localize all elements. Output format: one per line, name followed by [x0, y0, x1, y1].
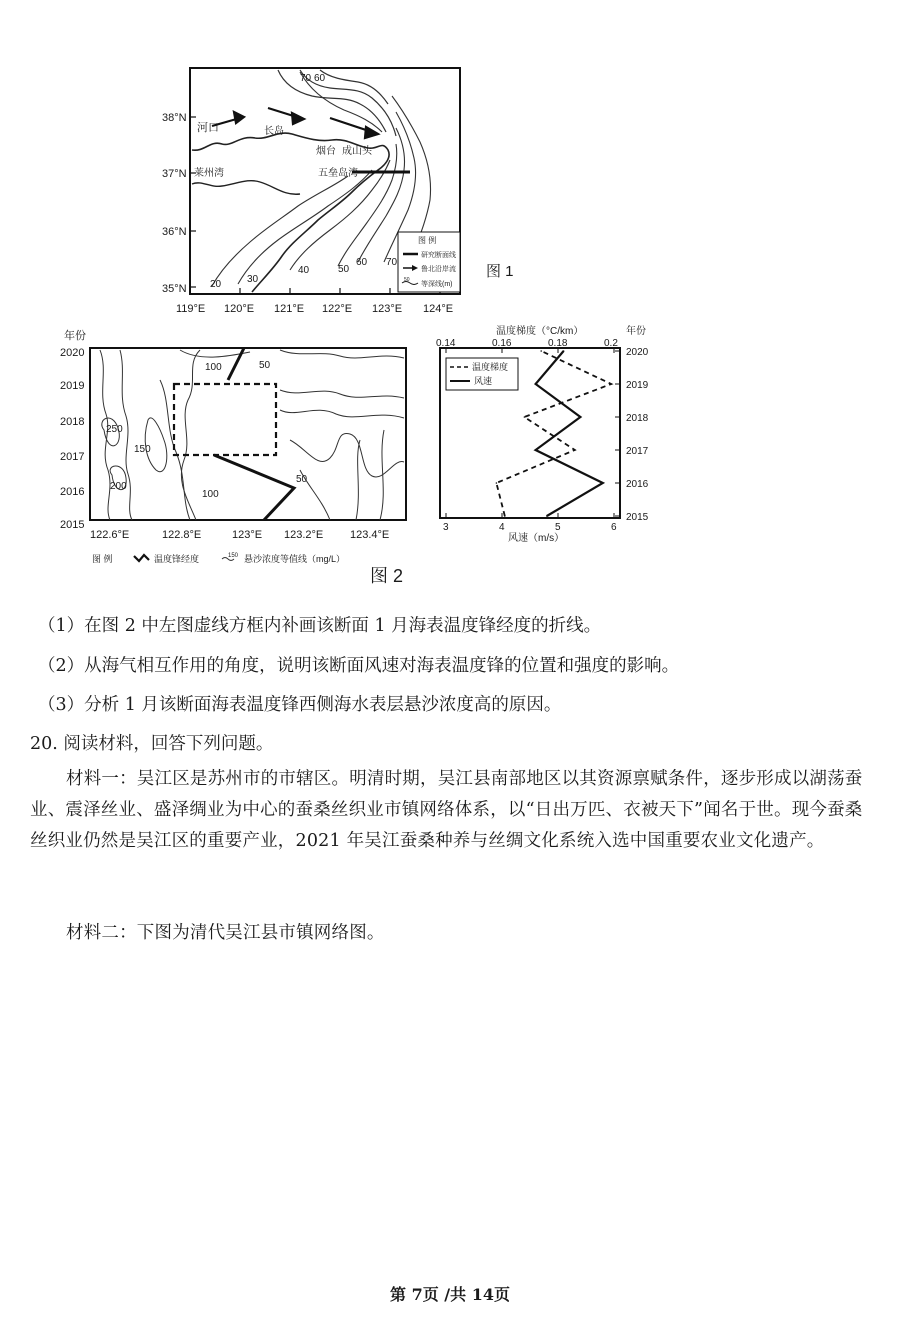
legend-front-longitude: 温度锋经度 [154, 554, 200, 564]
front-line-2019-2020 [228, 348, 244, 380]
right-year-label-1: 2019 [626, 380, 649, 391]
left-year-2017: 2017 [60, 451, 85, 463]
left-year-axis-label: 年份 [64, 330, 86, 342]
place-changdao: 长岛 [264, 126, 284, 137]
wind-point-2016 [602, 482, 604, 484]
lon-label-121: 121°E [274, 303, 305, 315]
wind-point-2015 [546, 515, 548, 517]
gradient-point-2016 [496, 482, 498, 484]
fig2-caption: 图 2 [370, 566, 404, 586]
lat-label-36: 36°N [162, 226, 187, 238]
page-footer: 第 7页 /共 14页 [390, 1285, 510, 1304]
lat-label-38: 38°N [162, 112, 187, 124]
place-yantai: 烟台 [316, 146, 336, 157]
x-tick-123-2: 123.2°E [284, 529, 324, 541]
question-3: （3）分析 1 月该断面海表温度锋西侧海水表层悬沙浓度高的原因。 [38, 695, 562, 715]
depth-30: 30 [247, 274, 259, 285]
contour-label-150: 150 [134, 444, 151, 455]
fig2-right-panel [436, 324, 649, 544]
right-year-label-5: 2015 [626, 512, 649, 523]
place-laizhouwan: 莱州湾 [194, 168, 224, 179]
right-year-label-4: 2016 [626, 479, 649, 490]
legend-contour-sample-150: 150 [228, 553, 239, 559]
bottom-tick-label-3: 6 [611, 522, 617, 533]
bottom-tick-label-1: 4 [499, 522, 505, 533]
bottom-tick-label-2: 5 [555, 522, 561, 533]
legend-isobath: 等深线(m) [421, 281, 453, 288]
gradient-point-2019 [610, 383, 612, 385]
lat-label-35: 35°N [162, 283, 187, 295]
place-wuleidaowan: 五垒岛湾 [318, 168, 358, 179]
depth-60-north: 60 [314, 73, 326, 84]
contour-label-50-bottom: 50 [296, 474, 308, 485]
right-year-label-0: 2020 [626, 347, 649, 358]
depth-70: 70 [386, 257, 398, 268]
fig1-legend-title: 图 例 [418, 236, 437, 245]
lon-label-119: 119°E [176, 303, 206, 315]
right-year-axis-label: 年份 [626, 326, 646, 337]
left-year-2018: 2018 [60, 416, 85, 428]
wind-point-2017 [535, 449, 537, 451]
top-tick-label-0: 0.14 [436, 338, 456, 349]
contour-label-250: 250 [106, 424, 123, 435]
legend-wind-speed: 风速 [474, 376, 493, 386]
question-1: （1）在图 2 中左图虚线方框内补画该断面 1 月海表温度锋经度的折线。 [38, 616, 602, 636]
left-year-2015: 2015 [60, 519, 85, 531]
contour-label-100-top: 100 [205, 362, 222, 373]
bottom-axis-label: 风速（m/s） [508, 533, 565, 544]
gradient-point-2020 [540, 350, 542, 352]
sediment-contours [100, 350, 404, 520]
coastal-current-arrows [212, 108, 378, 138]
lon-label-122: 122°E [322, 303, 353, 315]
legend-sediment-contour: 悬沙浓度等值线（mg/L） [244, 554, 346, 564]
depth-40: 40 [298, 265, 310, 276]
left-year-2016: 2016 [60, 486, 85, 498]
depth-70-north: 70 [300, 73, 312, 84]
legend-contour-sample: 50 [404, 277, 410, 283]
contour-label-50-top: 50 [259, 360, 271, 371]
wind-point-2018 [580, 416, 582, 418]
figure-1-map [0, 0, 900, 600]
right-year-label-2: 2018 [626, 413, 649, 424]
gradient-point-2015 [504, 515, 506, 517]
top-axis-label: 温度梯度（°C/km） [496, 326, 584, 337]
depth-50: 50 [338, 264, 350, 275]
x-tick-123: 123°E [232, 529, 263, 541]
lon-label-124: 124°E [423, 303, 454, 315]
wind-point-2020 [563, 350, 565, 352]
left-year-2020: 2020 [60, 347, 85, 359]
contour-label-200: 200 [110, 481, 127, 492]
contour-label-100-bottom: 100 [202, 489, 219, 500]
legend-study-line: 研究断面线 [421, 252, 456, 259]
depth-20: 20 [210, 279, 222, 290]
lon-label-120: 120°E [224, 303, 255, 315]
fig1-legend [398, 232, 460, 292]
material-2: 材料二：下图为清代吴江县市镇网络图。 [66, 923, 385, 943]
top-tick-label-2: 0.18 [548, 338, 568, 349]
right-year-label-3: 2017 [626, 446, 649, 457]
bottom-tick-label-0: 3 [443, 522, 449, 533]
top-tick-label-3: 0.2 [604, 338, 618, 349]
wind-point-2019 [535, 383, 537, 385]
fig2-legend-title: 图 例 [92, 554, 113, 564]
material-1: 材料一：吴江区是苏州市的市辖区。明清时期，吴江县南部地区以其资源禀赋条件，逐步形成以湖荡蚕业、震泽丝业、盛泽绸业为中心的蚕桑丝织业市镇网络体系，以“日出万匹、衣被天下”闻名于世。现今蚕桑丝织业仍然是吴江区的重要产业，2021 年吴江蚕桑种养与丝绸文化系统入选中国重要农业文化遗产。 [30, 769, 863, 851]
x-tick-123-4: 123.4°E [350, 529, 390, 541]
legend-coastal-current: 鲁北沿岸流 [421, 266, 456, 273]
x-tick-122-6: 122.6°E [90, 529, 130, 541]
x-tick-122-8: 122.8°E [162, 529, 202, 541]
gradient-point-2017 [574, 449, 576, 451]
place-hekou: 河口 [197, 122, 219, 134]
q20-title: 20. 阅读材料，回答下列问题。 [30, 734, 274, 754]
depth-60: 60 [356, 257, 368, 268]
fig2-left-panel [60, 328, 406, 564]
legend-temperature-gradient: 温度梯度 [472, 362, 509, 372]
place-chengshantou: 成山头 [342, 146, 372, 157]
top-tick-label-1: 0.16 [492, 338, 512, 349]
gradient-point-2018 [524, 416, 526, 418]
lon-label-123: 123°E [372, 303, 403, 315]
fig1-caption: 图 1 [486, 263, 514, 280]
dashed-answer-box [174, 384, 276, 455]
left-year-2019: 2019 [60, 380, 85, 392]
question-2: （2）从海气相互作用的角度，说明该断面风速对海表温度锋的位置和强度的影响。 [38, 656, 680, 676]
front-line-2015-2017 [214, 455, 294, 520]
lat-label-37: 37°N [162, 168, 187, 180]
